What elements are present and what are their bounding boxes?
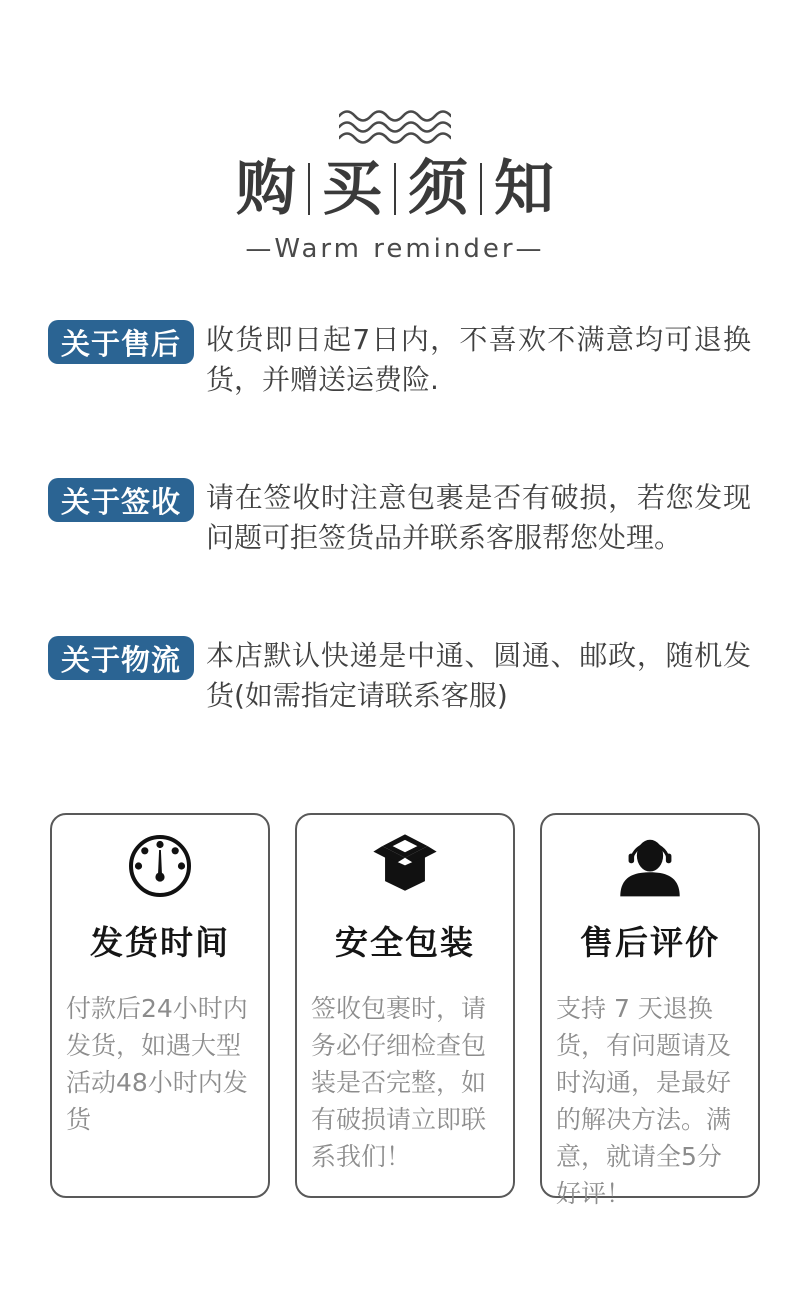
notice-text: 请在签收时注意包裹是否有破损，若您发现问题可拒签货品并联系客服帮您处理。 xyxy=(206,481,751,554)
open-box-icon xyxy=(311,833,499,899)
card-title: 安全包装 xyxy=(335,923,475,962)
card-text: 签收包裹时，请务必仔细检查包装是否完整，如有破损请立即联系我们！ xyxy=(311,994,487,1171)
title-char: 须 xyxy=(408,154,468,224)
card-shipping-time xyxy=(50,813,270,1198)
notice-text: 本店默认快递是中通、圆通、邮政，随机发货(如需指定请联系客服) xyxy=(206,639,751,712)
notice-row-aftersales xyxy=(0,320,790,400)
card-safe-packaging xyxy=(295,813,515,1198)
notice-text: 收货即日起7日内，不喜欢不满意均可退换货，并赠送运费险. xyxy=(206,323,751,396)
title-char: 知 xyxy=(494,154,554,224)
page-title xyxy=(0,154,790,224)
title-char: 购 xyxy=(236,154,296,224)
notice-row-sign-receipt xyxy=(0,478,790,558)
card-title: 发货时间 xyxy=(90,923,230,962)
notice-badge: 关于签收 xyxy=(48,478,194,522)
info-cards xyxy=(0,813,790,1208)
card-aftersales-review xyxy=(540,813,760,1208)
page-subtitle: —Warm reminder— xyxy=(245,234,545,264)
title-divider xyxy=(308,163,310,215)
notice-badge: 关于售后 xyxy=(48,320,194,364)
customer-service-headset-icon xyxy=(556,833,744,899)
card-text: 支持 7 天退换货，有问题请及时沟通，是最好的解决方法。满意，就请全5分好评！ xyxy=(556,994,732,1208)
title-divider xyxy=(480,163,482,215)
title-divider xyxy=(394,163,396,215)
timer-gauge-icon xyxy=(66,833,254,899)
notice-row-logistics xyxy=(0,636,790,716)
card-text: 付款后24小时内发货，如遇大型活动48小时内发货 xyxy=(66,994,248,1134)
card-title: 售后评价 xyxy=(580,923,720,962)
waves-icon xyxy=(339,110,451,144)
notice-list xyxy=(0,320,790,716)
header xyxy=(0,0,790,264)
title-char: 买 xyxy=(322,154,382,224)
notice-badge: 关于物流 xyxy=(48,636,194,680)
